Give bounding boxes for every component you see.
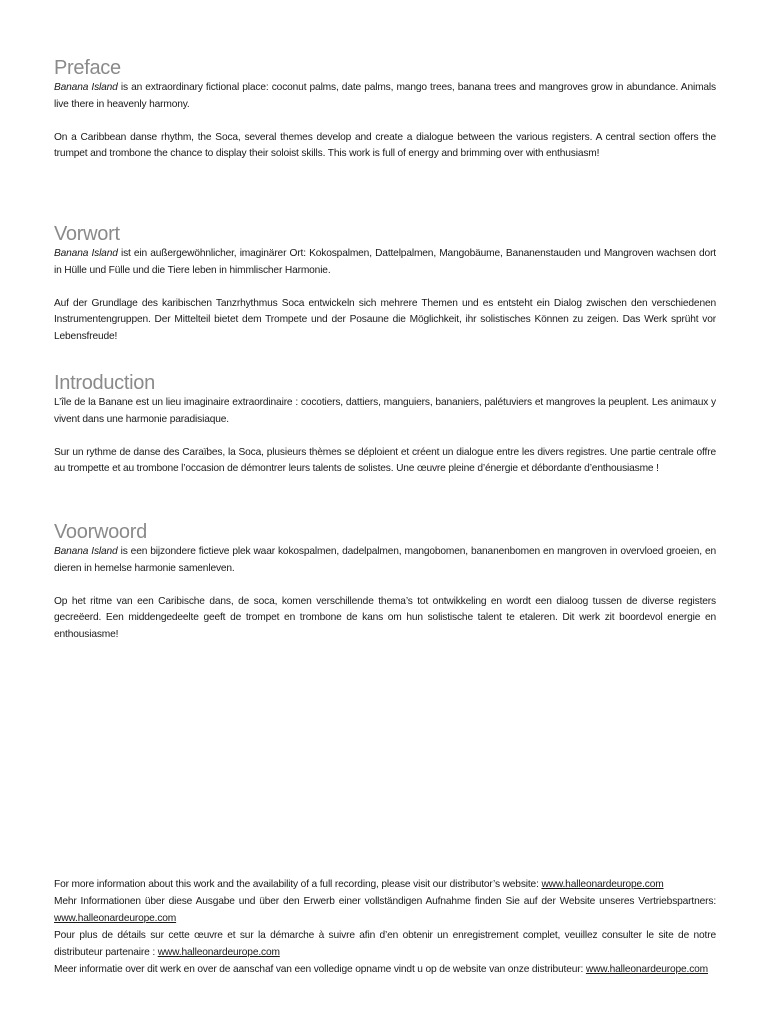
distributor-link[interactable]: www.halleonardeurope.com [541, 879, 664, 890]
paragraph-text: is an extraordinary fictional place: coconut palms, date palms, mango trees, banana trees and mangroves grow in abundance. Animals live there in heavenly harmony. [54, 82, 716, 110]
footer-line-fr [54, 927, 716, 961]
section-heading: Preface [54, 57, 121, 79]
distributor-info [54, 876, 716, 978]
paragraph [54, 395, 716, 428]
footer-line-de [54, 893, 716, 927]
distributor-link[interactable]: www.halleonardeurope.com [54, 913, 177, 924]
section-heading: Introduction [54, 372, 155, 394]
paragraph: Auf der Grundlage des karibischen Tanzrhythmus Soca entwickeln sich mehrere Themen und es entsteht ein Dialog zwischen den verschiedenen Instrumentengruppen. Der Mittelteil bietet dem Trompete und der Posaune die Möglichkeit, ihr solistisches Können zu zeigen. Das Werk sprüht vor Lebensfreude! [54, 297, 716, 342]
footer-text: Mehr Informationen über diese Ausgabe und über den Erwerb einer vollständigen Aufnahme finden Sie auf der Website unseres Vertriebspartners: [54, 896, 716, 907]
footer-text: Pour plus de détails sur cette œuvre et sur la démarche à suivre afin d’en obtenir un enregistrement complet, veuillez consulter le site de notre distributeur partenaire : [54, 930, 716, 958]
section-voorwoord [54, 520, 716, 643]
footer-text: Meer informatie over dit werk en over de aanschaf van een volledige opname vindt u op de website van onze distributeur: [54, 964, 586, 975]
section-heading: Vorwort [54, 223, 120, 245]
paragraph-text: ist ein außergewöhnlicher, imaginärer Ort: Kokospalmen, Dattelpalmen, Mangobäume, Bananenstauden und Mangroven wachsen dort in Hülle und Fülle und die Tiere leben in himmlischer Harmonie. [54, 248, 716, 276]
distributor-link[interactable]: www.halleonardeurope.com [585, 964, 709, 975]
paragraph [54, 80, 716, 113]
paragraph [54, 246, 716, 279]
work-title: Banana Island [54, 248, 118, 259]
footer-line-en [54, 876, 716, 893]
footer-text: For more information about this work and the availability of a full recording, please visit our distributor’s website: [54, 879, 542, 890]
paragraph-text: is een bijzondere fictieve plek waar kokospalmen, dadelpalmen, mangobomen, bananenbomen en mangroven in overvloed groeien, en dieren in hemelse harmonie samenleven. [54, 546, 716, 574]
paragraph-text: L’île de la Banane est un lieu imaginaire extraordinaire : cocotiers, dattiers, manguiers, bananiers, palétuviers et mangroves la peuplent. Les animaux y vivent dans une harmonie paradisiaque. [54, 397, 716, 425]
paragraph: Sur un rythme de danse des Caraïbes, la Soca, plusieurs thèmes se déploient et créent un dialogue entre les divers registres. Une partie centrale offre au trompette et au trombone l’occasion de démontrer leurs talents de solistes. Une œuvre pleine d’énergie et débordante d’enthousiasme ! [54, 446, 716, 474]
paragraph: Op het ritme van een Caribische dans, de soca, komen verschillende thema’s tot ontwikkeling en wordt een dialoog tussen de diverse registers gecreëerd. Een middengedeelte geeft de trompet en trombone de kans om hun solistische talent te etaleren. Dit werk zit boordevol energie en enthousiasme! [54, 595, 716, 640]
section-introduction [54, 371, 716, 478]
section-preface [54, 56, 716, 163]
work-title: Banana Island [54, 546, 118, 557]
distributor-link[interactable]: www.halleonardeurope.com [157, 947, 280, 958]
paragraph: On a Caribbean danse rhythm, the Soca, several themes develop and create a dialogue between the various registers. A central section offers the trumpet and trombone the chance to display their soloist skills. This work is full of energy and brimming over with enthusiasm! [54, 131, 716, 159]
work-title: Banana Island [54, 82, 118, 93]
section-heading: Voorwoord [54, 521, 147, 543]
section-vorwort [54, 222, 716, 345]
footer-line-nl [54, 961, 716, 978]
paragraph [54, 544, 716, 577]
